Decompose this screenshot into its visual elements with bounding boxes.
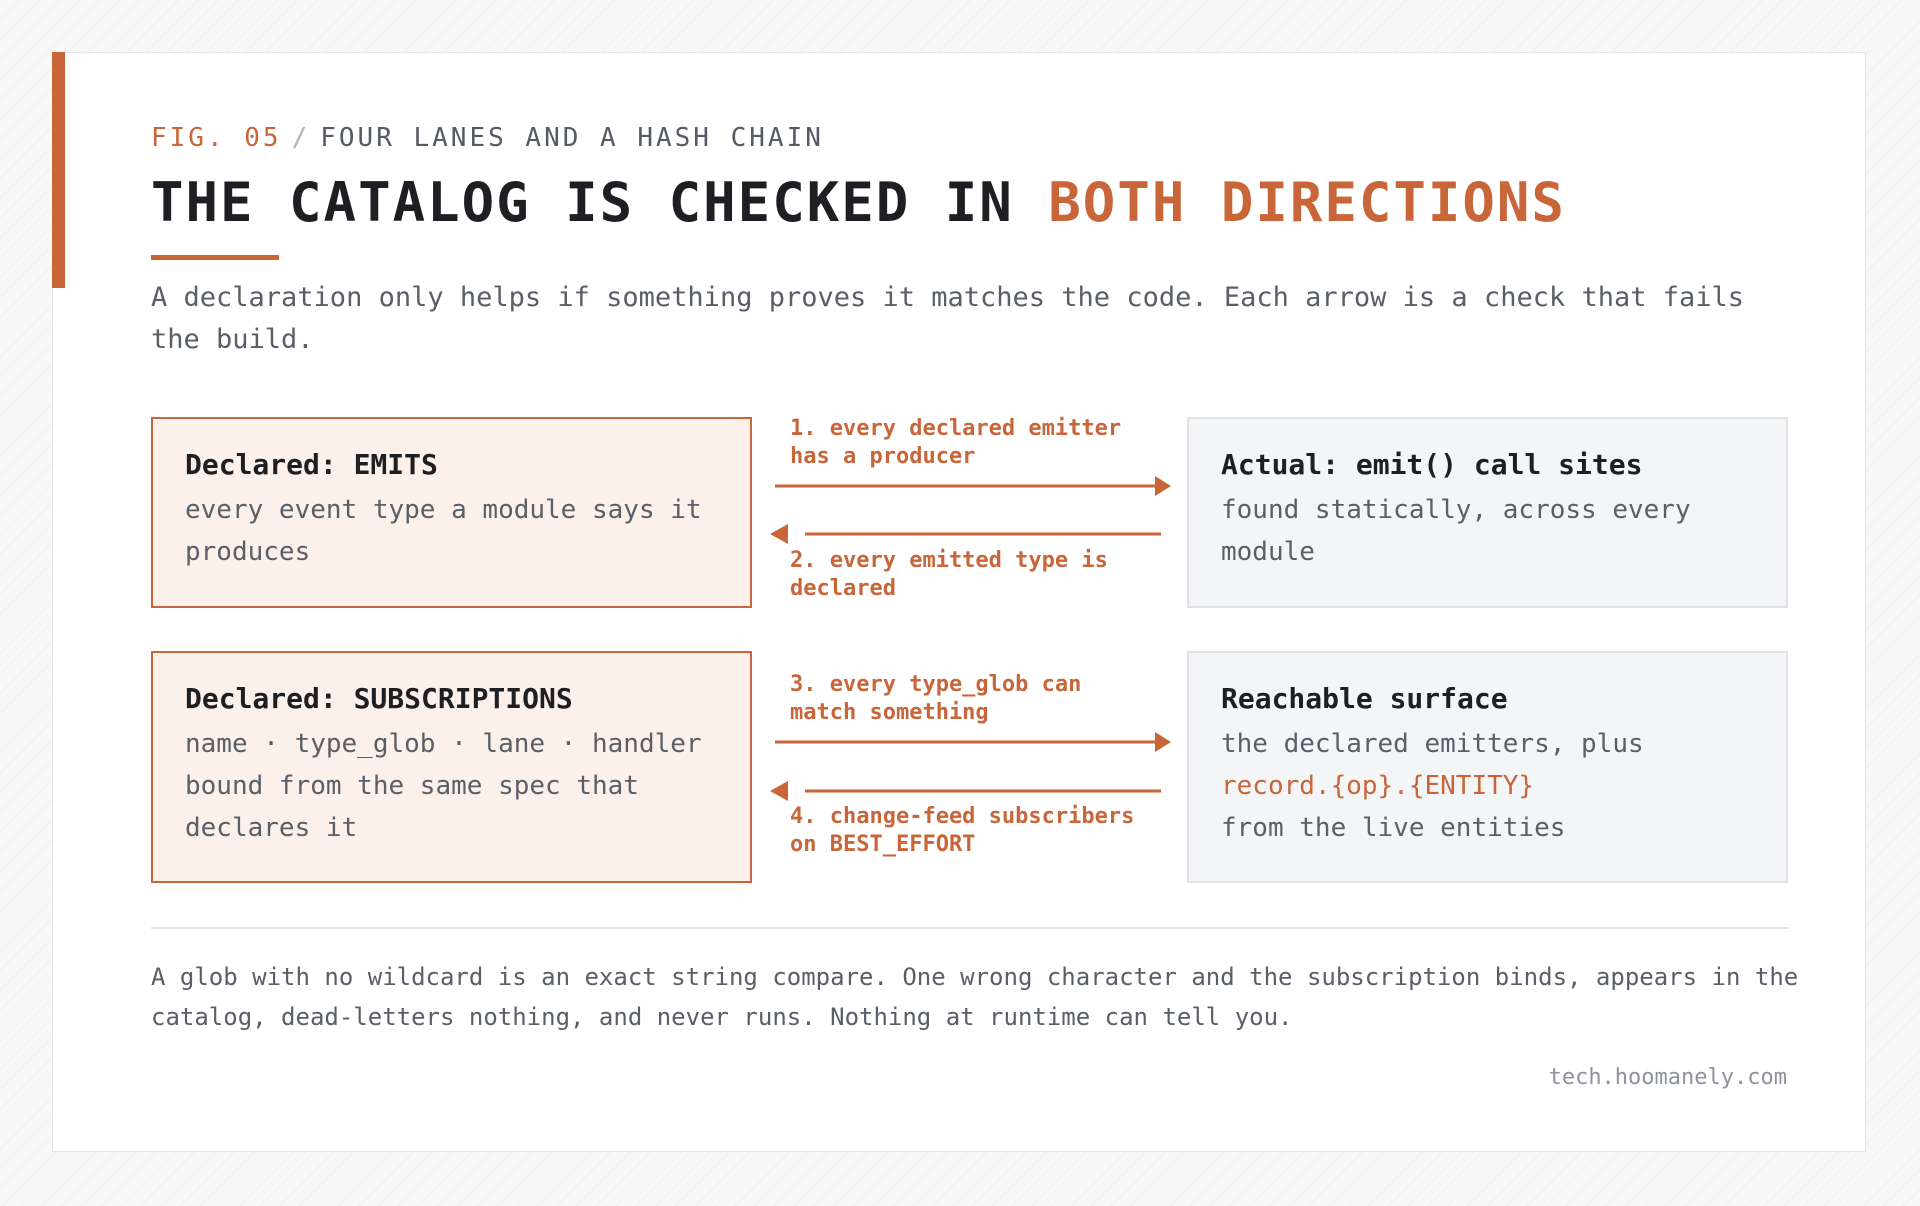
arrowhead-right-icon (1155, 732, 1171, 752)
source-credit: tech.hoomanely.com (1548, 1065, 1787, 1090)
arrowhead-left-icon (770, 781, 788, 801)
arrowhead-right-icon (1155, 476, 1171, 496)
arrow-label-line: 2. every emitted type is (790, 548, 1108, 573)
arrow-label-line: declared (790, 576, 896, 601)
box-body: name · type_glob · lane · handler bound from the same spec that declares it (185, 729, 702, 843)
footer-note: A glob with no wildcard is an exact string compare. One wrong character and the subscription binds, appears in the catalog, dead-letters nothing, and never runs. Nothing at runtime can tell you. (151, 963, 1799, 1031)
footer-divider (151, 927, 1789, 929)
box-body: found statically, across every module (1221, 495, 1691, 567)
box-title: Declared: EMITS (185, 448, 438, 481)
figure-number: FIG. 05 (151, 123, 282, 153)
box-body-line: from the live entities (1221, 813, 1566, 843)
title-main: THE CATALOG IS CHECKED IN (151, 171, 1049, 234)
box-body: every event type a module says it produces (185, 495, 702, 567)
arrow-label-line: 1. every declared emitter (790, 416, 1122, 441)
box-title: Declared: SUBSCRIPTIONS (185, 682, 573, 715)
arrowhead-left-icon (770, 524, 788, 544)
eyebrow-separator: / (291, 123, 311, 153)
arrow-label-line: on BEST_EFFORT (790, 832, 976, 857)
box-body-line: the declared emitters, plus (1221, 729, 1644, 759)
box-body-code: record.{op}.{ENTITY} (1221, 771, 1535, 801)
box-title: Reachable surface (1221, 682, 1508, 715)
title-highlight: BOTH DIRECTIONS (1048, 171, 1566, 234)
arrow-label-line: 3. every type_glob can (790, 672, 1082, 697)
arrow-label-line: match something (790, 700, 989, 725)
lead-paragraph: A declaration only helps if something proves it matches the code. Each arrow is a check that fails the build. (151, 282, 1745, 355)
arrow-label-line: 4. change-feed subscribers (790, 804, 1135, 829)
box-title: Actual: emit() call sites (1221, 448, 1643, 481)
figure-card (52, 52, 1866, 1152)
arrow-label-line: has a producer (790, 444, 976, 469)
figure-subtitle: FOUR LANES AND A HASH CHAIN (320, 123, 824, 153)
